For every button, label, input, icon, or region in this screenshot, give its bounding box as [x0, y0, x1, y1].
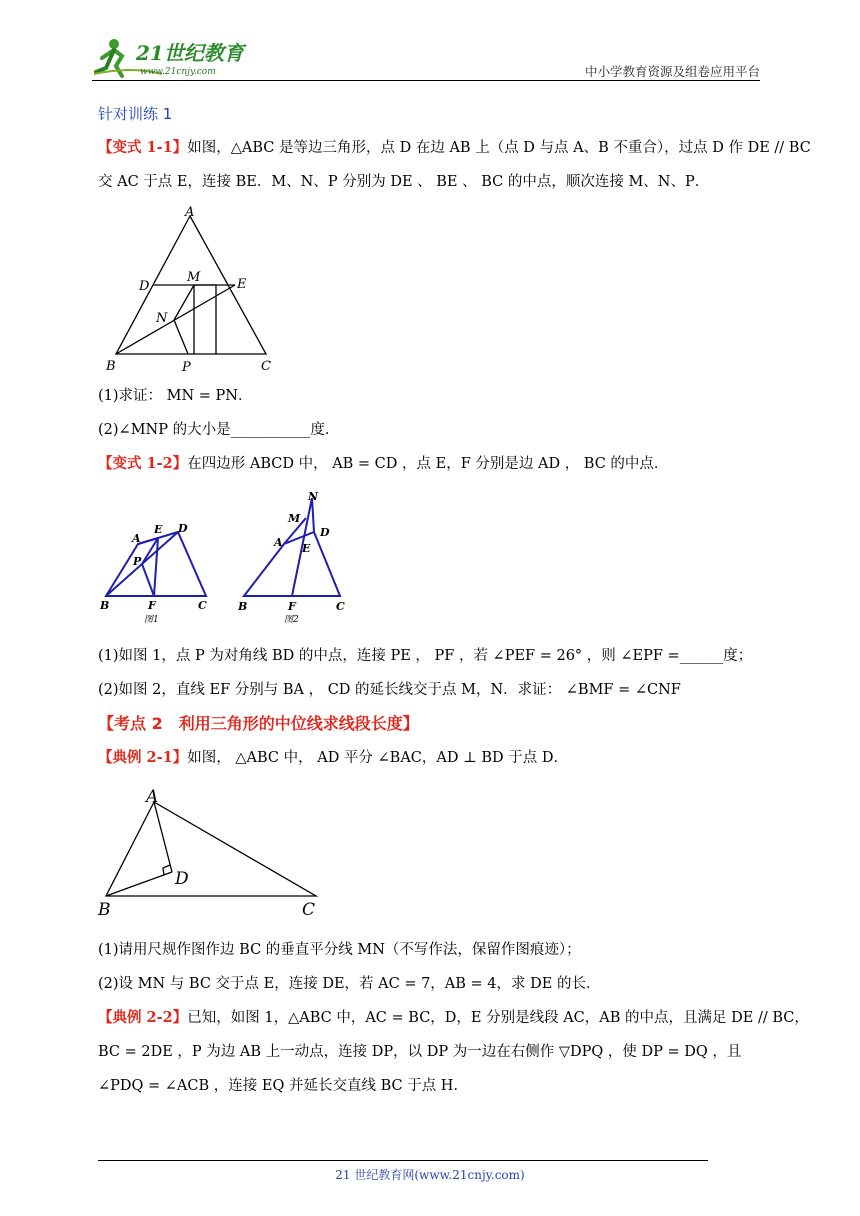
svg-text:B: B	[106, 359, 116, 374]
svg-text:D: D	[175, 869, 189, 889]
variant-1-2-question-2: (2)如图 2，直线 EF 分别与 BA ， CD 的延长线交于点 M，N．求证： ∠BMF = ∠CNF	[98, 682, 681, 698]
svg-text:N: N	[156, 311, 168, 326]
training-heading: 针对训练 1	[98, 105, 173, 123]
svg-text:C: C	[336, 600, 345, 613]
variant-1-2-question-1: (1)如图 1，点 P 为对角线 BD 的中点，连接 PE ， PF ，若 ∠PEF = 26° ，则 ∠EPF =______度；	[98, 648, 753, 664]
svg-text:图2: 图2	[284, 615, 299, 625]
svg-text:C: C	[261, 359, 271, 374]
svg-text:F: F	[148, 599, 156, 612]
site-logo	[92, 36, 262, 80]
svg-text:N: N	[308, 490, 319, 503]
svg-text:B: B	[98, 900, 111, 920]
figure-quadrilateral-2	[236, 488, 356, 632]
svg-text:www.21cnjy.com: www.21cnjy.com	[140, 67, 216, 77]
svg-text:D: D	[178, 522, 188, 535]
svg-text:A: A	[185, 205, 195, 220]
variant-text: 在四边形 ABCD 中， AB = CD ，点 E，F 分别是边 AD ， BC 的中点．	[187, 456, 669, 472]
example-2-1-question-1: (1)请用尺规作图作边 BC 的垂直平分线 MN（不写作法，保留作图痕迹）；	[98, 942, 581, 958]
svg-text:B: B	[238, 600, 248, 613]
footer-text: 21 世纪教育网(www.21cnjy.com)	[335, 1168, 525, 1182]
question-2: (2)∠MNP 的大小是___________度．	[98, 422, 340, 438]
svg-text:M: M	[288, 512, 301, 525]
variant-tag: 【变式 1-2】	[98, 455, 188, 472]
svg-text:F: F	[288, 600, 296, 613]
svg-text:21世纪教育: 21世纪教育	[136, 41, 244, 65]
variant-1-1-line2: 交 AC 于点 E，连接 BE．M、N、P 分别为 DE 、 BE 、 BC 的中点，顺次连接 M、N、P．	[98, 174, 710, 190]
svg-text:M: M	[187, 270, 201, 285]
example-tag: 【典例 2-2】	[98, 1009, 188, 1026]
svg-text:P: P	[182, 360, 191, 375]
svg-text:图1: 图1	[144, 615, 159, 625]
example-2-2-line1	[98, 1008, 809, 1028]
example-text: 如图， △ABC 中， AD 平分 ∠BAC，AD ⊥ BD 于点 D．	[187, 750, 568, 766]
svg-text:P: P	[133, 555, 142, 568]
figure-triangle-bisector	[96, 782, 326, 926]
example-2-2-line3: ∠PDQ = ∠ACB ，连接 EQ 并延长交直线 BC 于点 H．	[98, 1078, 468, 1094]
svg-text:E: E	[154, 523, 163, 536]
section-heading: 【考点 2 利用三角形的中位线求线段长度】	[98, 714, 419, 733]
example-2-2-line2: BC = 2DE ，P 为边 AB 上一动点，连接 DP，以 DP 为一边在右侧作 ▽DPQ ，使 DP = DQ ，且	[98, 1044, 742, 1060]
example-2-1-line	[98, 748, 568, 768]
svg-text:C: C	[198, 599, 207, 612]
footer-divider	[98, 1160, 708, 1161]
header-divider	[92, 80, 760, 81]
variant-1-1-line1	[98, 138, 811, 158]
svg-text:A: A	[274, 536, 283, 549]
svg-text:A: A	[132, 532, 141, 545]
figure-equilateral-triangle	[104, 204, 284, 380]
svg-text:C: C	[302, 900, 316, 920]
svg-text:D: D	[320, 526, 330, 539]
svg-text:A: A	[146, 787, 159, 807]
variant-1-2-line	[98, 454, 668, 474]
svg-text:B: B	[100, 599, 110, 612]
figure-quadrilateral-1	[98, 516, 220, 632]
svg-text:E: E	[302, 542, 311, 555]
example-tag: 【典例 2-1】	[98, 749, 188, 766]
svg-text:E: E	[237, 277, 247, 292]
header-platform-name: 中小学教育资源及组卷应用平台	[584, 64, 760, 79]
svg-text:D: D	[139, 279, 150, 294]
example-text: 已知，如图 1，△ABC 中，AC = BC，D，E 分别是线段 AC，AB 的中点，且满足 DE // BC，	[187, 1010, 809, 1026]
question-1: (1)求证： MN = PN．	[98, 388, 253, 404]
variant-tag: 【变式 1-1】	[98, 139, 188, 156]
example-2-1-question-2: (2)设 MN 与 BC 交于点 E，连接 DE，若 AC = 7，AB = 4，求 DE 的长．	[98, 976, 601, 992]
variant-text: 如图，△ABC 是等边三角形，点 D 在边 AB 上（点 D 与点 A、B 不重合），过点 D 作 DE // BC	[187, 140, 811, 156]
